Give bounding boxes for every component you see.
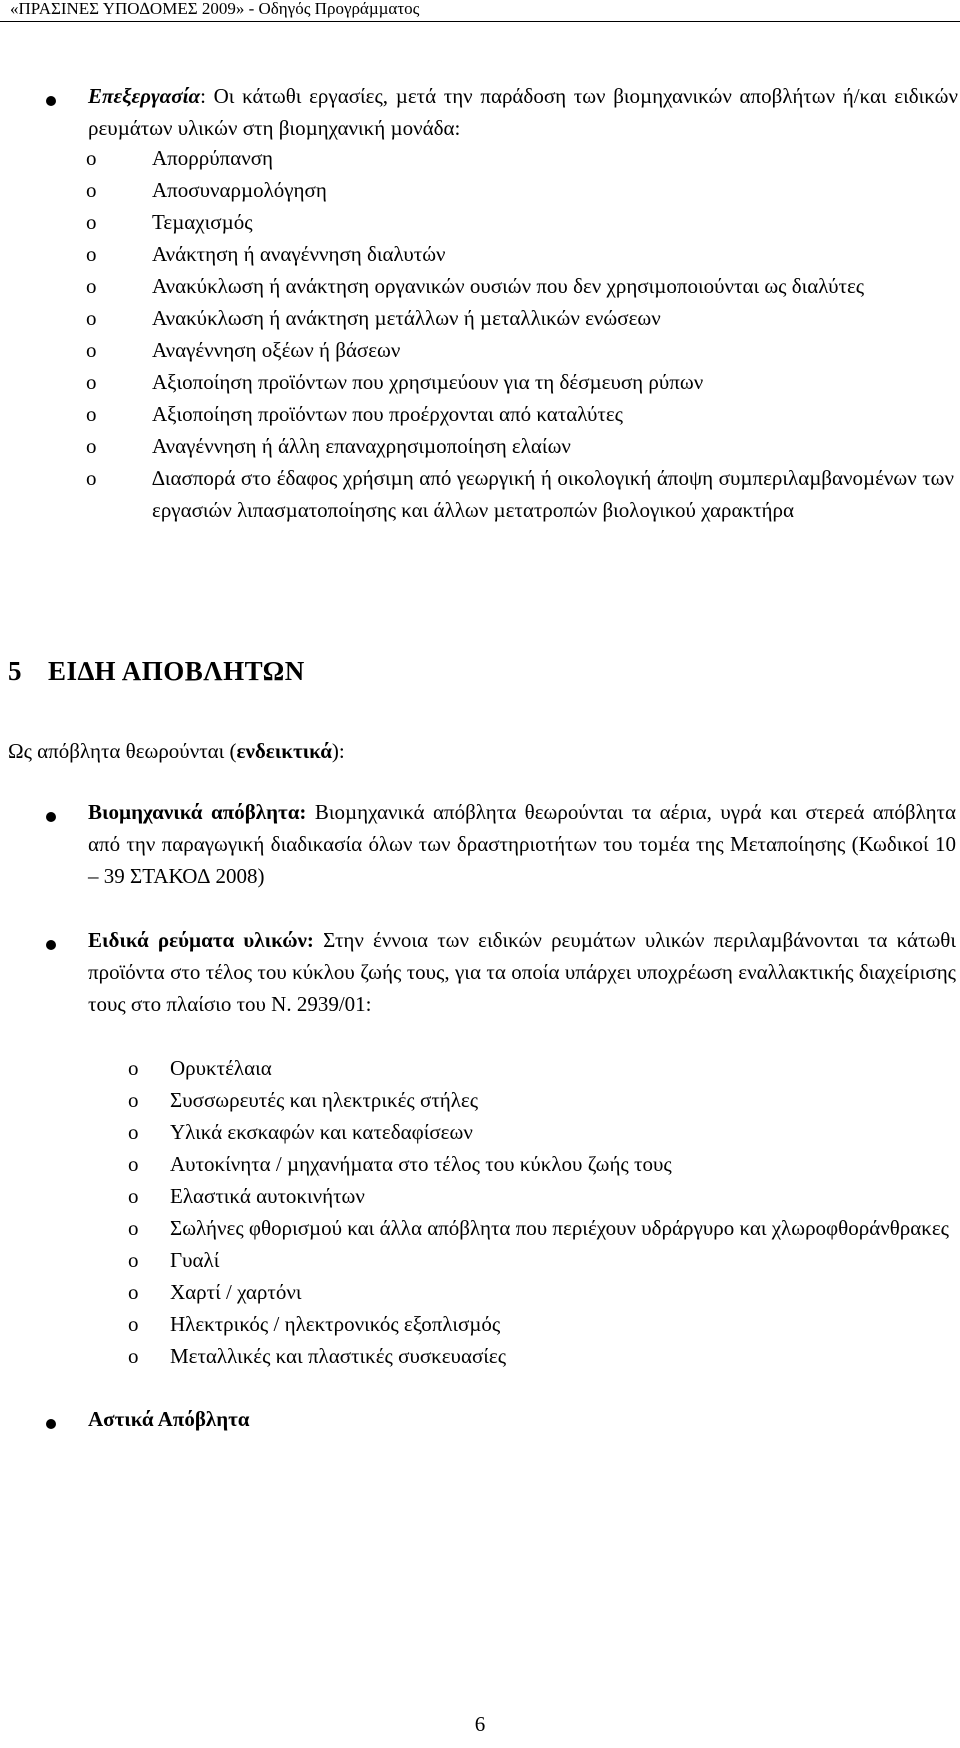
list-item: [86, 430, 954, 462]
list-item-text: Ανακύκλωση ή ανάκτηση οργανικών ουσιών που δεν χρησιµοποιούνται ως διαλύτες: [152, 274, 865, 298]
list-item: [86, 142, 954, 174]
list-marker: o: [128, 1152, 139, 1176]
waste-intro-end: ):: [331, 739, 345, 763]
list-marker: o: [128, 1088, 139, 1112]
list-marker: o: [128, 1184, 139, 1208]
list-item-text: Αναγέννηση ή άλλη επαναχρησιµοποίηση ελαίων: [152, 434, 571, 458]
list-item: [128, 1180, 954, 1212]
list-marker: o: [86, 306, 97, 330]
list-item-text: Ορυκτέλαια: [170, 1056, 272, 1080]
list-item-text: Χαρτί / χαρτόνι: [170, 1280, 302, 1304]
bullet-icon: [46, 812, 56, 822]
list-item-text: Απορρύπανση: [152, 146, 274, 170]
processing-list: [86, 142, 954, 526]
list-marker: o: [128, 1344, 139, 1368]
list-item: [86, 270, 954, 302]
list-item: [86, 366, 954, 398]
list-item: [128, 1276, 954, 1308]
list-marker: o: [86, 146, 97, 170]
list-item: [86, 398, 954, 430]
bullet-icon: [46, 96, 56, 106]
list-marker: o: [86, 242, 97, 266]
special-streams-text: Στην έννοια των ειδικών ρευµάτων υλικών περιλαµβάνονται τα κάτωθι προϊόντα στο τέλος του κύκλου ζωής τους, για τα οποία υπάρχει υποχρέωση εναλλακτικής διαχείρισης τους στο πλαίσιο του Ν. 2939/01:: [88, 928, 956, 1016]
industrial-bullet: [88, 796, 956, 892]
list-item-text: Συσσωρευτές και ηλεκτρικές στήλες: [170, 1088, 479, 1112]
special-streams-lead: Ειδικά ρεύµατα υλικών:: [88, 928, 314, 952]
list-marker: o: [128, 1248, 139, 1272]
list-item: [128, 1244, 954, 1276]
processing-intro: : Οι κάτωθι εργασίες, µετά την παράδοση των βιοµηχανικών αποβλήτων ή/και ειδικών ρευµάτων υλικών στη βιοµηχανική µονάδα:: [88, 84, 958, 140]
header-rule: [0, 21, 960, 22]
list-item-text: Υλικά εκσκαφών και κατεδαφίσεων: [170, 1120, 473, 1144]
list-marker: o: [128, 1120, 139, 1144]
list-item: [86, 238, 954, 270]
processing-text: [88, 80, 958, 144]
list-marker: o: [128, 1312, 139, 1336]
waste-intro-bold: ενδεικτικά: [236, 739, 332, 763]
list-marker: o: [86, 338, 97, 362]
list-marker: o: [86, 434, 97, 458]
list-item: [86, 334, 954, 366]
header-title: «ΠΡΑΣΙΝΕΣ ΥΠΟ∆ΟΜΕΣ 2009» - Οδηγός Προγράµµατος: [10, 0, 420, 18]
page-number: 6: [474, 1712, 486, 1736]
list-marker: o: [128, 1280, 139, 1304]
list-item: [128, 1052, 954, 1084]
processing-lead: Επεξεργασία: [88, 84, 201, 108]
list-marker: o: [128, 1056, 139, 1080]
list-item-text: Αναγέννηση οξέων ή βάσεων: [152, 338, 401, 362]
list-marker: o: [86, 210, 97, 234]
waste-intro-text: Ως απόβλητα θεωρούνται (: [8, 739, 237, 763]
list-item-text: Ελαστικά αυτοκινήτων: [170, 1184, 365, 1208]
special-streams-bullet: [88, 924, 956, 1020]
list-item: [128, 1212, 954, 1244]
list-item-text: Ηλεκτρικός / ηλεκτρονικός εξοπλισµός: [170, 1312, 501, 1336]
list-item-text: Αποσυναρµολόγηση: [152, 178, 327, 202]
list-item-text: Ανάκτηση ή αναγέννηση διαλυτών: [152, 242, 446, 266]
section-title: [8, 656, 305, 687]
urban-bullet: [88, 1403, 250, 1435]
bullet-icon: [46, 1419, 56, 1429]
list-item-text: Γυαλί: [170, 1248, 220, 1272]
list-marker: o: [86, 466, 97, 490]
list-item-text: Αξιοποίηση προϊόντων που χρησιµεύουν για τη δέσµευση ρύπων: [152, 370, 704, 394]
list-item-text: Τεµαχισµός: [152, 210, 253, 234]
list-marker: o: [86, 274, 97, 298]
list-item: [86, 462, 954, 526]
list-item: [86, 206, 954, 238]
list-item: [86, 174, 954, 206]
list-item-text: Μεταλλικές και πλαστικές συσκευασίες: [170, 1344, 507, 1368]
industrial-text: Βιοµηχανικά απόβλητα θεωρούνται τα αέρια, υγρά και στερεά απόβλητα από την παραγωγική διαδικασία όλων των δραστηριοτήτων του τοµέα της Μεταποίησης (Κωδικοί 10 – 39 ΣΤΑΚΟ∆ 2008): [88, 800, 957, 888]
list-item: [128, 1116, 954, 1148]
list-item: [128, 1308, 954, 1340]
document-header: [0, 0, 960, 22]
list-marker: o: [86, 370, 97, 394]
waste-intro: [8, 735, 345, 767]
list-item-text: Αυτοκίνητα / µηχανήµατα στο τέλος του κύκλου ζωής τους: [170, 1152, 672, 1176]
list-item-text: Ανακύκλωση ή ανάκτηση µετάλλων ή µεταλλικών ενώσεων: [152, 306, 661, 330]
list-item: [128, 1148, 954, 1180]
special-streams-list: [128, 1052, 954, 1372]
list-item-text: Αξιοποίηση προϊόντων που προέρχονται από καταλύτες: [152, 402, 623, 426]
list-item: [128, 1340, 954, 1372]
urban-lead: Αστικά Απόβλητα: [88, 1407, 250, 1431]
list-marker: o: [86, 402, 97, 426]
bullet-icon: [46, 940, 56, 950]
industrial-lead: Βιοµηχανικά απόβλητα:: [88, 800, 307, 824]
list-item: [128, 1084, 954, 1116]
list-marker: o: [128, 1216, 139, 1240]
section-heading: ΕΙ∆Η ΑΠΟΒΛΗΤΩΝ: [48, 656, 305, 686]
list-item-text: ∆ιασπορά στο έδαφος χρήσιµη από γεωργική ή οικολογική άποψη συµπεριλαµβανοµένων των εργασιών λιπασµατοποίησης και άλλων µετατροπών βιολογικού χαρακτήρα: [152, 466, 954, 522]
list-marker: o: [86, 178, 97, 202]
section-number: 5: [8, 656, 22, 686]
list-item-text: Σωλήνες φθορισµού και άλλα απόβλητα που περιέχουν υδράργυρο και χλωροφθοράνθρακες: [170, 1216, 949, 1240]
list-item: [86, 302, 954, 334]
